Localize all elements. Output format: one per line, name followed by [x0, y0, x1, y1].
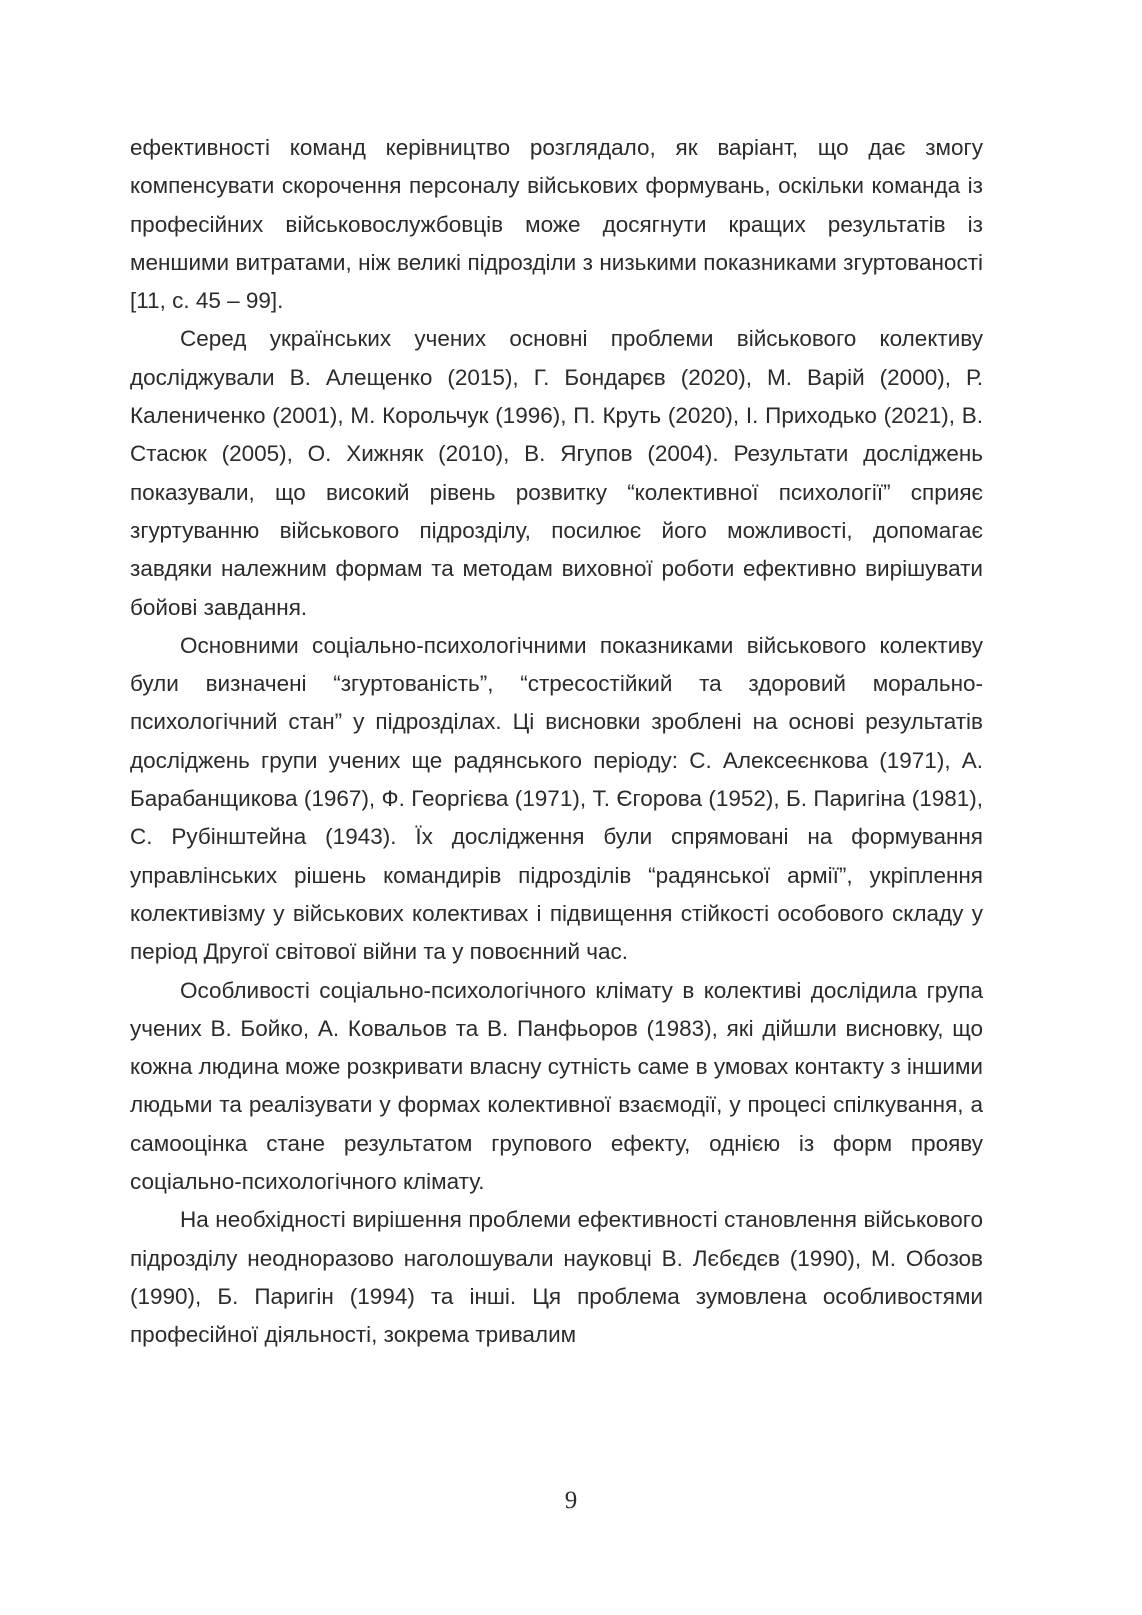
paragraph-5: На необхідності вирішення проблеми ефективності становлення військового підрозділу неодноразово наголошували науковці В. Лєбєдєв (1990), М. Обозов (1990), Б. Паригін (1994) та інші. Ця проблема зумовлена особливостями професійної діяльності, зокрема тривалим [130, 1207, 983, 1348]
paragraph-4: Особливості соціально-психологічного клімату в колективі дослідила група учених В. Бойко, А. Ковальов та В. Панфьоров (1983), які дійшли висновку, що кожна людина може розкривати власну сутність саме в умовах контакту з іншими людьми та реалізувати у формах колективної взаємодії, у процесі спілкування, а самооцінка стане результатом групового ефекту, однією із форм прояву соціально-психологічного клімату. [130, 977, 983, 1195]
paragraph-3: Основними соціально-психологічними показниками військового колективу були визначені “згуртованість”, “стресостійкий та здоровий морально-психологічний стан” у підрозділах. Ці висновки зроблені на основі результатів досліджень групи учених ще радянського періоду: С. Алексеєнкова (1971), А. Барабанщикова (1967), Ф. Георгієва (1971), Т. Єгорова (1952), Б. Паригіна (1981), С. Рубінштейна (1943). Їх дослідження були спрямовані на формування управлінських рішень командирів підрозділів “радянської армії”, укріплення колективізму у військових колективах і підвищення стійкості особового складу у період Другої світової війни та у повоєнний час. [130, 632, 983, 965]
body-text [130, 129, 983, 1355]
paragraph-2: Серед українських учених основні проблеми військового колективу досліджували В. Алещенко (2015), Г. Бондарєв (2020), М. Варій (2000), Р. Калениченко (2001), М. Корольчук (1996), П. Круть (2020), І. Приходько (2021), В. Стасюк (2005), О. Хижняк (2010), В. Ягупов (2004). Результати досліджень показували, що високий рівень розвитку “колективної психології” сприяє згуртуванню військового підрозділу, посилює його можливості, допомагає завдяки належним формам та методам виховної роботи ефективно вирішувати бойові завдання. [130, 326, 983, 620]
page-number: 9 [564, 1487, 578, 1514]
paragraph-1: ефективності команд керівництво розглядало, як варіант, що дає змогу компенсувати скорочення персоналу військових формувань, оскільки команда із професійних військовослужбовців може досягнути кращих результатів із меншими витратами, ніж великі підрозділи з низькими показниками згуртованості [11, с. 45 – 99]. [130, 135, 983, 314]
